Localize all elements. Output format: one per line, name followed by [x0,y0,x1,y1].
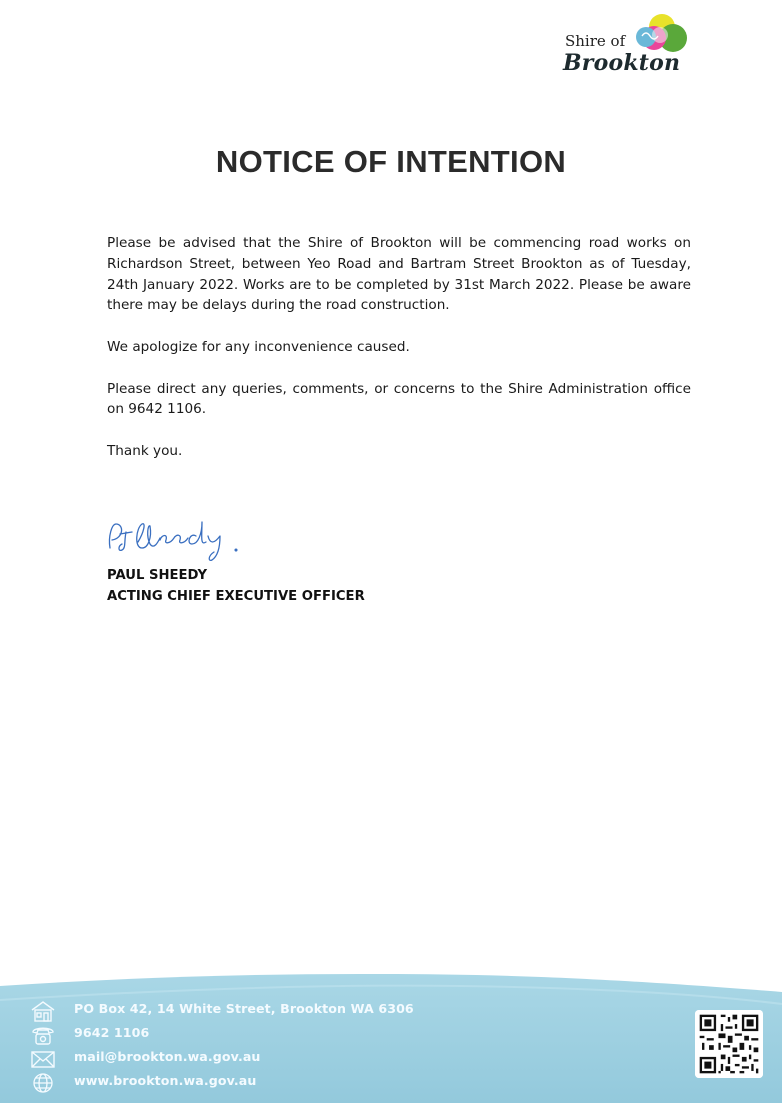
logo-brookton: Brookton [563,50,681,76]
footer-email[interactable]: mail@brookton.wa.gov.au [74,1049,261,1064]
envelope-icon [30,1048,56,1070]
paragraph-thanks: Thank you. [107,442,183,459]
house-icon [30,1000,56,1022]
logo-shire-of: Shire of [565,32,626,50]
notice-title: NOTICE OF INTENTION [215,144,567,179]
handwritten-signature [104,512,284,568]
phone-icon [30,1024,56,1046]
footer-address: PO Box 42, 14 White Street, Brookton WA 6306 [74,1001,414,1016]
qr-code-icon[interactable] [695,1010,763,1078]
paragraph-roadworks: Please be advised that the Shire of Brookton will be commencing road works on Richardson Street, between Yeo Road and Bartram Street Brookton as of Tuesday, 24th January 2022. Works are to be completed by 31st March 2022. Please be aware there may be delays during the road construction. [107,235,691,314]
signer-position: ACTING CHIEF EXECUTIVE OFFICER [107,589,365,604]
signer-block [107,565,365,607]
footer-phone: 9642 1106 [74,1025,150,1040]
paragraph-apology: We apologize for any inconvenience caused. [107,338,410,355]
shire-logo [560,12,692,82]
logo-circles-icon [634,12,692,54]
notice-body [107,233,691,483]
globe-icon [30,1072,56,1094]
paragraph-queries: Please direct any queries, comments, or concerns to the Shire Administration office on 9642 1106. [107,380,691,418]
signer-name: PAUL SHEEDY [107,568,208,583]
footer-website[interactable]: www.brookton.wa.gov.au [74,1073,257,1088]
